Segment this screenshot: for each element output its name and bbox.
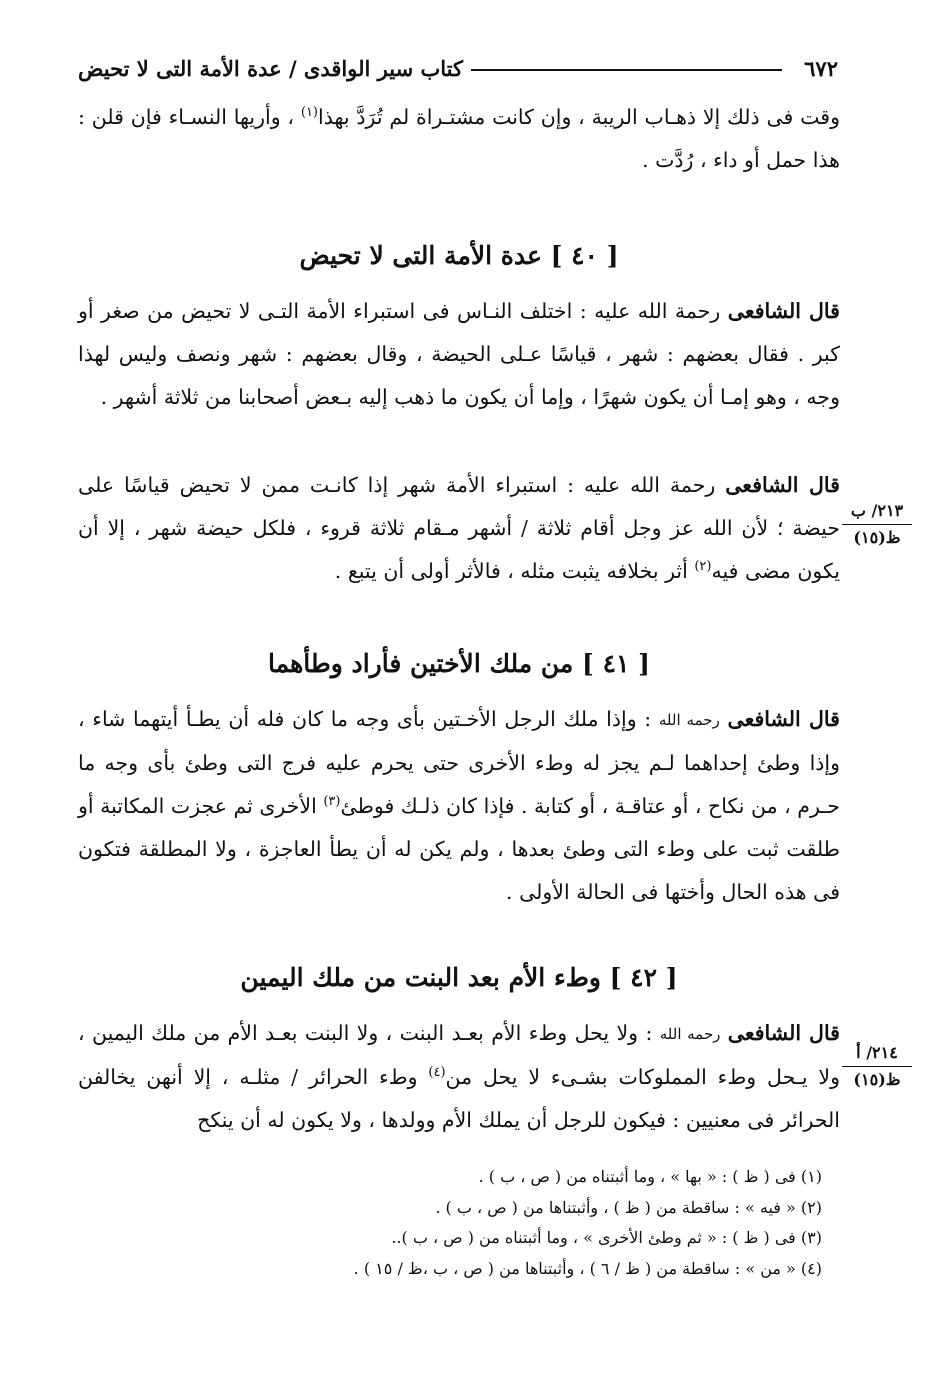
header-rule: [471, 69, 782, 71]
footnote-ref-2: (٢): [694, 559, 712, 575]
section-41-paragraph: [78, 698, 840, 914]
section-42-paragraph: [78, 1012, 840, 1142]
footnote-1: (١) فى ( ظ ) : « بها » ، وما أثبتناه من ( ص ، ب ) .: [478, 1167, 822, 1186]
footnote-ref-3: (٣): [323, 794, 341, 810]
folio-leaf: ٢١٣/ ب: [842, 500, 912, 525]
folio-leaf: ٢١٤/ أ: [842, 1042, 912, 1067]
intro-paragraph: [78, 96, 840, 182]
footnotes: [150, 1162, 822, 1284]
honorific-glyph: رحمه الله: [658, 711, 720, 729]
section-41-heading: [ ٤١ ] من ملك الأختين فأراد وطأهما: [268, 649, 650, 678]
folio-manuscript: ظ(١٥): [853, 528, 901, 547]
page-number: ٦٧٢: [804, 55, 838, 81]
speaker-label: قال الشافعى: [725, 473, 840, 497]
margin-folio-214a: [842, 1042, 912, 1091]
header-title: كتاب سير الواقدى / عدة الأمة التى لا تحيض: [78, 55, 463, 81]
footnote-ref-1: (١): [300, 105, 318, 121]
speaker-label: قال الشافعى: [727, 1021, 840, 1045]
footnote-ref-4: (٤): [428, 1065, 446, 1081]
running-header: [78, 48, 838, 88]
section-42-heading: [ ٤٢ ] وطء الأم بعد البنت من ملك اليمين: [240, 963, 678, 992]
margin-folio-213b: [842, 500, 912, 549]
folio-manuscript: ظ(١٥): [853, 1070, 901, 1089]
section-41-text-b: الأخرى ثم عجزت المكاتبة أو طلقت ثبت على وطء التى وطئ بعدها ، ولم يكن له أن يطأ العاجزة ، ولا المطلقة فتكون فى هذه الحال وأختها فى الحالة الأولى .: [78, 794, 840, 904]
section-40-heading: [ ٤٠ ] عدة الأمة التى لا تحيض: [299, 241, 619, 270]
speaker-label: قال الشافعى: [727, 299, 840, 323]
intro-text-b: ، وأريها النسـاء فإن قلن : هذا حمل أو داء ، رُدَّت .: [78, 105, 840, 172]
intro-text-a: وقت فى ذلك إلا ذهـاب الريبة ، وإن كانت مشتـراة لم تُرَدَّ بهذا: [318, 105, 840, 129]
section-40-text-1: رحمة الله عليه : اختلف النـاس فى استبراء الأمة التـى لا تحيض من صغر أو كبر . فقال بعضهم : شهر ، قياسًا عـلى الحيضة ، وقال بعضهم : شهر ونصف وليس لهذا وجه ، وهو إمـا أن يكون شهرًا ، وإما أن يكون ما ذهب إليه بـعض أصحابنا من ثلاثة أشهر .: [78, 299, 840, 409]
section-42-text-a: : ولا يحل وطء الأم بعـد البنت ، ولا البنت بعـد الأم من ملك اليمين ، ولا يـحل وطء المملوكات بشـىء لا يحل من: [78, 1021, 840, 1089]
section-40-paragraph-1: [78, 290, 840, 419]
section-41-text-a: : وإذا ملك الرجل الأخـتين بأى وجه ما كان فله أن يطـأ أيتهما شاء ، وإذا وطئ إحداهما لـم يجز له وطء الأخرى حتى يحرم عليه فرج التى وطئ بأى وجه ما حـرم ، من نكاح ، أو عتاقـة ، أو كتابة . فإذا كان ذلـك فوطئ: [78, 707, 840, 818]
speaker-label: قال الشافعى: [727, 707, 840, 731]
section-42-text-b: وطء الحرائر / مثلـه ، إلا أنهن يخالفن الحرائر فى معنيين : فيكون للرجل أن يملك الأم وولدها ، ولا يكون له أن ينكح: [78, 1065, 840, 1132]
footnote-4: (٤) « من » : ساقطة من ( ظ / ٦ ) ، وأثبتناها من ( ص ، ب ،ظ / ١٥ ) .: [353, 1258, 822, 1278]
section-40-text-2a: رحمة الله عليه : استبراء الأمة شهر إذا كانـت ممن لا تحيض قياسًا على حيضة ؛ لأن الله عز وجل أقام ثلاثة / أشهر مـقام ثلاثة قروء ، فلكل حيضة شهر ، إلا أن يكون مضى فيه: [78, 473, 840, 583]
footnote-2: (٢) « فيه » : ساقطة من ( ظ ) ، وأثبتناها من ( ص ، ب ) .: [435, 1197, 822, 1217]
honorific-glyph: رحمه الله: [659, 1025, 721, 1043]
section-40-paragraph-2: [78, 464, 840, 593]
section-40-text-2b: أثر بخلافه يثبت مثله ، فالأثر أولى أن يتبع .: [334, 559, 695, 583]
footnote-3: (٣) فى ( ظ ) : « ثم وطئ الأخرى » ، وما أثبتناه من ( ص ، ب )..: [391, 1228, 822, 1247]
